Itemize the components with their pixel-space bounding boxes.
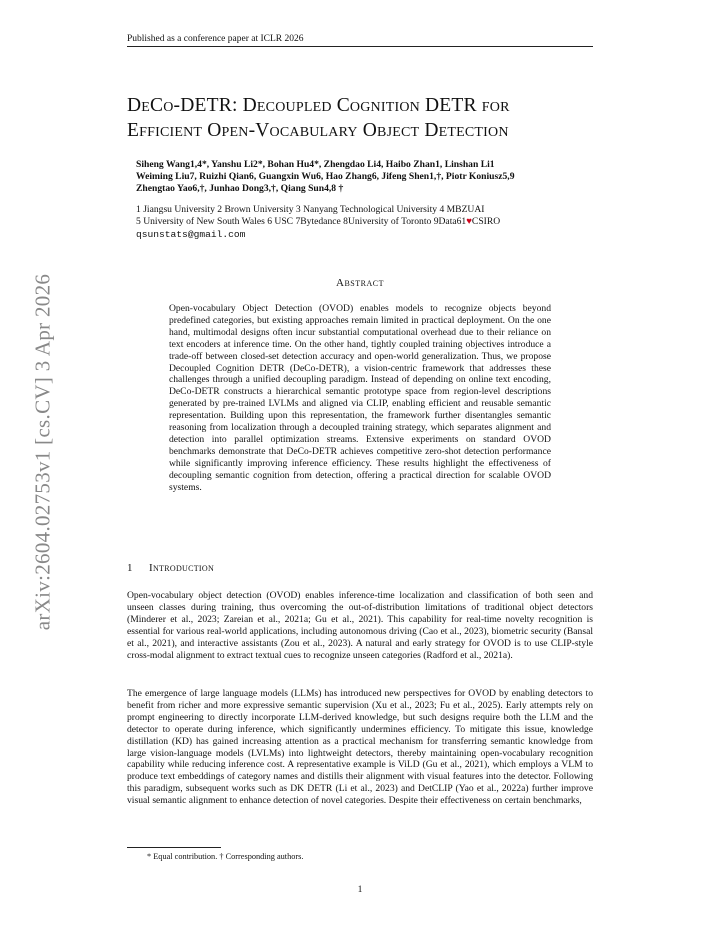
footnote-rule (127, 847, 221, 848)
author-line-2: Weiming Liu7, Ruizhi Qian6, Guangxin Wu6, Hao Zhang6, Jifeng Shen1,†, Piotr Koniusz5,9 (136, 171, 515, 182)
author-list (136, 159, 596, 195)
heart-icon: ♥ (466, 216, 472, 227)
affiliation-line-1: 1 Jiangsu University 2 Brown University 3 Nanyang Technological University 4 MBZUAI (136, 204, 485, 215)
author-line-3: Zhengtao Yao6,†, Junhao Dong3,†, Qiang Sun4,8 † (136, 183, 344, 194)
section-title: Introduction (149, 562, 215, 574)
running-head: Published as a conference paper at ICLR 2026 (127, 34, 304, 44)
title-line-1: DeCo-DETR: Decoupled Cognition DETR for (127, 95, 510, 116)
section-heading-introduction (127, 562, 214, 574)
header-rule (127, 46, 593, 47)
author-line-1: Siheng Wang1,4*, Yanshu Li2*, Bohan Hu4*, Zhengdao Li4, Haibo Zhan1, Linshan Li1 (136, 159, 495, 170)
title-line-2: Efficient Open-Vocabulary Object Detection (127, 120, 509, 141)
paper-title (127, 93, 607, 143)
affiliation-line-2 (136, 216, 596, 228)
affiliation-line-2-csiro: CSIRO (471, 216, 501, 227)
section-number: 1 (127, 562, 133, 574)
footnote: * Equal contribution. † Corresponding authors. (147, 852, 304, 861)
intro-paragraph-1: Open-vocabulary object detection (OVOD) enables inference-time localization and classification of both seen and unseen classes during training, thus overcoming the out-of-distribution limitations of traditional object detectors (Minderer et al., 2023; Zareian et al., 2021a; Gu et al., 2021). This capability for real-time novelty recognition is essential for various real-world applications, including autonomous driving (Cao et al., 2023), biometric security (Bansal et al., 2021), and interactive assistants (Zou et al., 2023). A natural and early strategy for OVOD is to use CLIP-style cross-modal alignment to extract textual cues to recognize unseen categories (Radford et al., 2021a). (127, 590, 593, 661)
affiliation-line-2-text: 5 University of New South Wales 6 USC 7Bytedance 8University of Toronto 9Data61 (136, 216, 467, 227)
page-number: 1 (357, 884, 363, 895)
abstract-text: Open-vocabulary Object Detection (OVOD) enables models to recognize objects beyond predefined categories, but existing approaches remain limited in practical deployment. On the one hand, multimodal designs often incur substantial computational overhead due to their reliance on text encoders at inference time. On the other hand, tightly coupled training objectives introduce a trade-off between closed-set detection accuracy and open-world generalization. Thus, we propose Decoupled Cognition DETR (DeCo-DETR), a vision-centric framework that addresses these challenges through a unified decoupling paradigm. Instead of depending on online text encoding, DeCo-DETR constructs a hierarchical semantic prototype space from region-level descriptions generated by pre-trained LVLMs and aligned via CLIP, enabling efficient and reusable semantic representation. Building upon this representation, the framework further disentangles semantic reasoning from localization through a decoupled training strategy, which separates alignment and detection into parallel optimization streams. Extensive experiments on standard OVOD benchmarks demonstrate that DeCo-DETR achieves competitive zero-shot detection performance while significantly improving inference efficiency. These results highlight the effectiveness of decoupling semantic cognition from detection, offering a practical direction for scalable OVOD systems. (169, 303, 551, 493)
arxiv-stamp-text: arXiv:2604.02753v1 [cs.CV] 3 Apr 2026 (30, 273, 55, 631)
abstract-heading: Abstract (336, 277, 384, 289)
contact-email[interactable]: qsunstats@gmail.com (136, 229, 246, 240)
intro-paragraph-2: The emergence of large language models (LLMs) has introduced new perspectives for OVOD by enabling detectors to benefit from richer and more expressive semantic supervision (Xu et al., 2023; Fu et al., 2025). Early attempts rely on prompt engineering to directly incorporate LLM-derived knowledge, but such designs require both the LLM and the detector to operate during inference, which significantly undermines efficiency. To mitigate this issue, knowledge distillation (KD) has gained increasing attention as a practical mechanism for transferring semantic knowledge from large vision-language models (LVLMs) into lightweight detectors, thereby maintaining open-vocabulary recognition capability while reducing inference cost. A representative example is ViLD (Gu et al., 2021), which employs a VLM to produce text embeddings of category names and distills their alignment with visual features into the detector. Following this paradigm, subsequent works such as DK DETR (Li et al., 2023) and DetCLIP (Yao et al., 2022a) further improve visual semantic alignment to enhance detection of novel categories. Despite their effectiveness on certain benchmarks, (127, 688, 593, 807)
